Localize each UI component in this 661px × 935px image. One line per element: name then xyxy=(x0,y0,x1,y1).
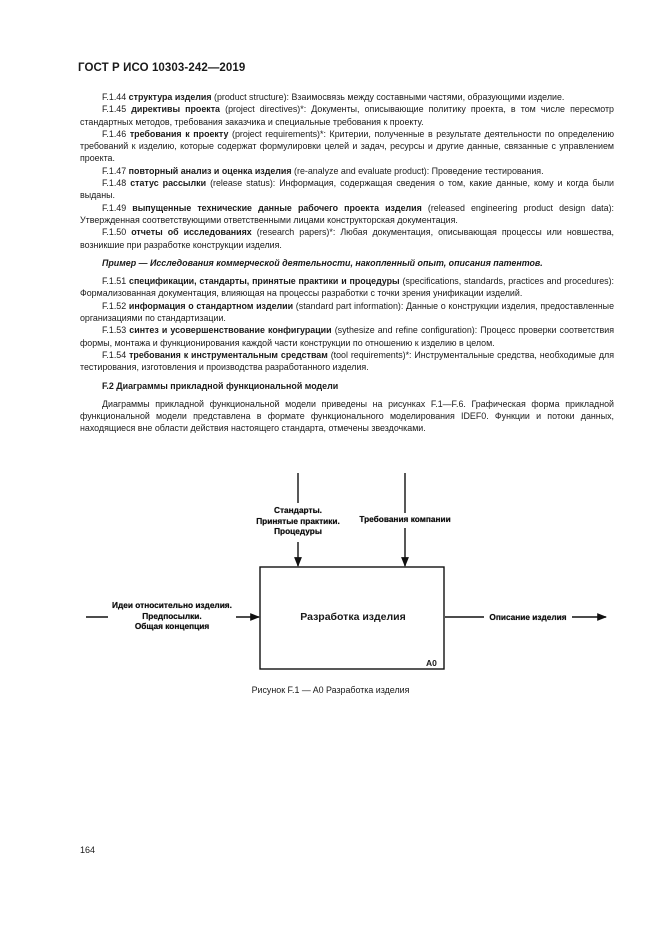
definition-item: F.1.49 выпущенные технические данные рабочего проекта изделия (released engineering product design data): Утвержденная соответствующими ответственными лицами конструкторская документация. xyxy=(80,202,615,225)
page-number: 164 xyxy=(80,845,96,855)
definition-term: синтез и усовершенствование конфигурации xyxy=(129,325,332,336)
definition-term: повторный анализ и оценка изделия xyxy=(128,165,292,176)
definition-term: выпущенные технические данные рабочего проекта изделия xyxy=(132,202,422,213)
definition-item: F.1.53 синтез и усовершенствование конфигурации (sythesize and refine configuration): Процесс проверки соответствия формы, монтажа и функционирования каждой части конструкции по отношению к изделию в целом. xyxy=(80,325,615,348)
definition-item: F.1.51 спецификации, стандарты, принятые практики и процедуры (specifications, standards, practices and procedures): Формализованная документация, влияющая на процессы разработки с точки зрения унификации изделий. xyxy=(80,276,615,299)
definition-item: F.1.52 информация о стандартном изделии (standard part information): Данные о конструкции изделия, предоставленные организациями по стандартизации. xyxy=(80,300,615,324)
section-paragraph: Диаграммы прикладной функциональной модели приведены на рисунках F.1—F.6. Графическая форма прикладной функциональной модели представлена в формате функционального моделирования IDEF0. Функции и потоки данных, находящиеся вне области действия настоящего стандарта, отмечены звездочками. xyxy=(80,398,614,434)
definition-item: F.1.48 статус рассылки (release status): Информация, содержащая сведения о том, какие данные, кому и когда были выданы. xyxy=(80,178,615,201)
control-label-standards: Стандарты. Принятые практики. Процедуры xyxy=(256,505,340,536)
example-note: Пример — Исследования коммерческой деятельности, накопленный опыт, описания патентов. xyxy=(102,257,543,268)
control-label-company: Требования компании xyxy=(359,514,451,524)
definition-item: F.1.44 структура изделия (product structure): Взаимосвязь между составными частями, образующими изделие. xyxy=(102,92,565,102)
definition-term: структура изделия xyxy=(128,92,212,102)
section-title: F.2 Диаграммы прикладной функциональной модели xyxy=(102,380,339,391)
definition-item: F.1.50 отчеты об исследованиях (research papers)*: Любая документация, описывающая процессы или новшества, возникшие при разработке конструкции изделия. xyxy=(80,227,615,250)
figure-caption: Рисунок F.1 — A0 Разработка изделия xyxy=(251,685,410,695)
definition-term: информация о стандартном изделии xyxy=(128,300,294,311)
definition-term: статус рассылки xyxy=(130,178,207,189)
definition-term: спецификации, стандарты, принятые практики и процедуры xyxy=(129,276,400,287)
definition-item: F.1.54 требования к инструментальным средствам (tool requirements)*: Инструментальные средства, необходимые для тестирования, изготовления и производства разработанного изделия. xyxy=(80,349,615,373)
definition-term: требования к проекту xyxy=(129,128,229,139)
output-label: Описание изделия xyxy=(489,612,567,622)
input-label: Идеи относительно изделия. Предпосылки. Общая концепция xyxy=(112,600,232,631)
activity-id: A0 xyxy=(426,658,437,668)
definition-item: F.1.47 повторный анализ и оценка изделия (re-analyze and evaluate product): Проведение тестирования. xyxy=(102,165,544,176)
definition-term: директивы проекта xyxy=(131,104,220,115)
definition-term: отчеты об исследованиях xyxy=(131,227,252,238)
definition-term: требования к инструментальным средствам xyxy=(129,349,328,360)
document-header: ГОСТ Р ИСО 10303-242—2019 xyxy=(78,62,246,74)
activity-title: Разработка изделия xyxy=(300,611,406,623)
definition-item: F.1.46 требования к проекту (project requirements)*: Критерии, полученные в результате деятельности по определению требований к изделию, которые содержат формулировки целей и задач, ресурсы и другие данные, связанные с управлением проекта. xyxy=(80,128,615,164)
definition-item: F.1.45 директивы проекта (project directives)*: Документы, описывающие политику проекта, в том числе пересмотр стандартных методов, требования заказчика и специальные требования к проекту. xyxy=(80,104,614,127)
